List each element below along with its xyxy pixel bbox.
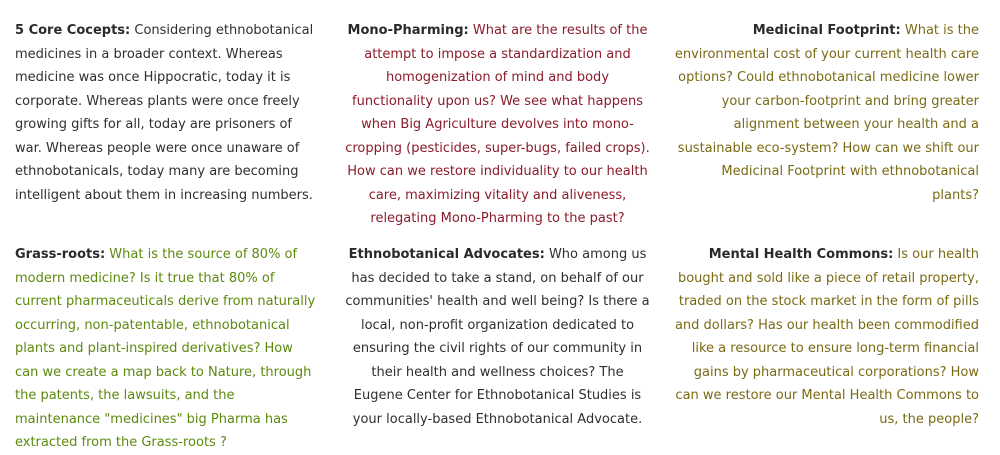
section-mental-health-commons	[672, 243, 979, 431]
section-mono-pharming	[345, 19, 650, 231]
section-label: 5 Core Cocepts:	[15, 23, 131, 38]
section-core-concepts	[15, 19, 315, 207]
section-label: Ethnobotanical Advocates:	[348, 247, 545, 262]
section-label: Medicinal Footprint:	[752, 23, 901, 38]
section-text: Who among us has decided to take a stand, on behalf of our communities' health and well being? Is there a local, non-profit organization dedicated to ensuring the civil rights of our community in their health and wellness choices? The Eugene Center for Ethnobotanical Studies is your locally-based Ethnobotanical Advocate.	[345, 247, 650, 427]
section-grass-roots	[15, 243, 320, 455]
section-text: Is our health bought and sold like a piece of retail property, traded on the stock market in the form of pills and dollars? Has our health been commodified like a resource to ensure long-term financial gains by pharmaceutical corporations? How can we restore our Mental Health Commons to us, the people?	[674, 247, 979, 427]
section-label: Grass-roots:	[15, 247, 106, 262]
section-text: Considering ethnobotanical medicines in a broader context. Whereas medicine was once Hippocratic, today it is corporate. Whereas plants were once freely growing gifts for all, today are prisoners of war. Whereas people were once unaware of ethnobotanicals, today many are becoming intelligent about them in increasing numbers.	[15, 23, 314, 203]
section-text: What are the results of the attempt to impose a standardization and homogenization of mind and body functionality upon us? We see what happens when Big Agriculture devolves into mono-cropping (pesticides, super-bugs, failed crops). How can we restore individuality to our health care, maximizing vitality and aliveness, relegating Mono-Pharming to the past?	[345, 23, 650, 226]
section-ethnobotanical-advocates	[345, 243, 650, 431]
section-text: What is the source of 80% of modern medicine? Is it true that 80% of current pharmaceuticals derive from naturally occurring, non-patentable, ethnobotanical plants and plant-inspired derivatives? How can we create a map back to Nature, through the patents, the lawsuits, and the maintenance "medicines" big Pharma has extracted from the Grass-roots ?	[15, 247, 316, 450]
section-text: What is the environmental cost of your current health care options? Could ethnobotanical medicine lower your carbon-footprint and bring greater alignment between your health and a sustainable eco-system? How can we shift our Medicinal Footprint with ethnobotanical plants?	[674, 23, 979, 203]
section-label: Mono-Pharming:	[347, 23, 469, 38]
section-medicinal-footprint	[672, 19, 979, 207]
section-label: Mental Health Commons:	[708, 247, 894, 262]
